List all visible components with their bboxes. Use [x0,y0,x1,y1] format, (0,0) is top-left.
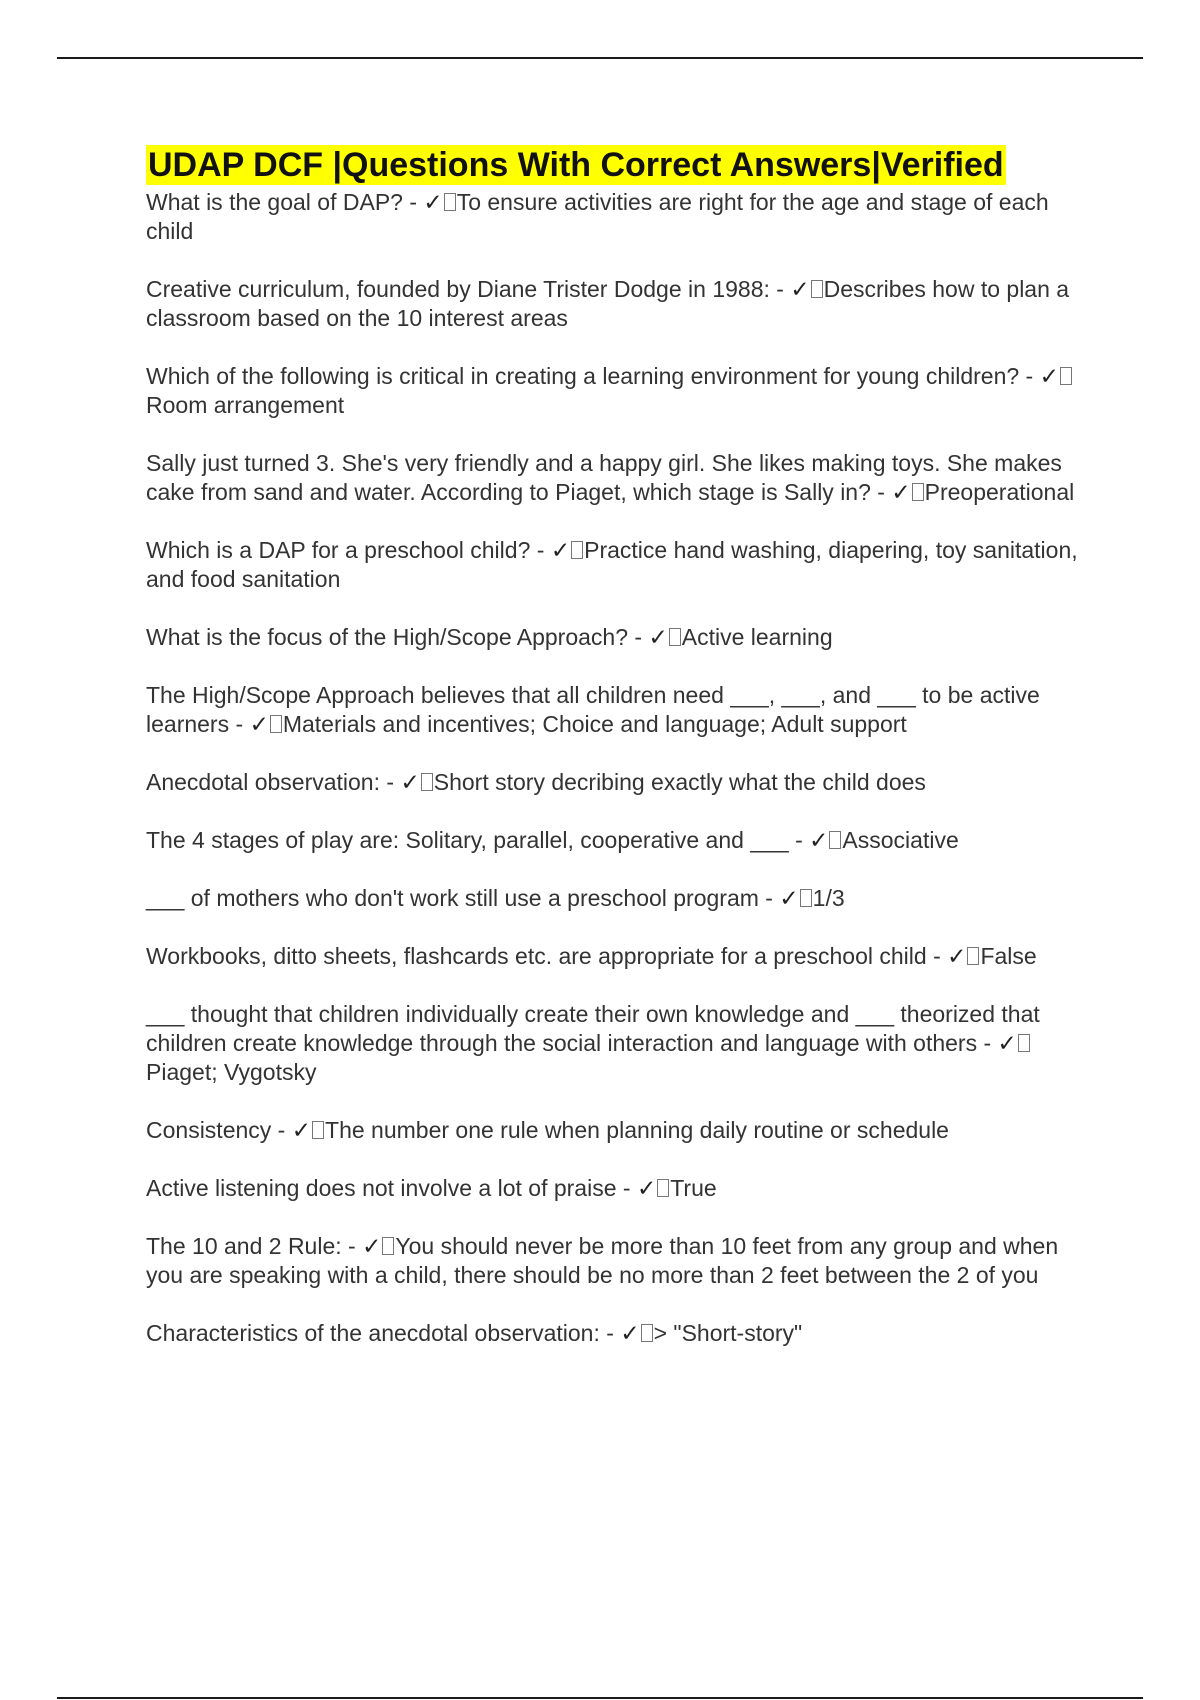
answer-separator: - [229,711,250,737]
qa-item [146,1232,1096,1290]
document-title: UDAP DCF |Questions With Correct Answers|Verified [148,146,1004,184]
check-mark-icon: ✓ [997,1030,1017,1056]
qa-item [146,942,1096,971]
answer-text: You should never be more than 10 feet from any group and when you are speaking with a child, there should be no more than 2 feet between the 2 of you [146,1233,1059,1288]
answer-separator: - [926,943,948,969]
check-mark-icon: ✓ [249,711,269,737]
top-rule [57,57,1143,59]
qa-item [146,884,1096,913]
question-text: The 4 stages of play are: Solitary, parallel, cooperative and ___ [146,827,789,853]
answer-separator: - [616,1175,637,1201]
answer-text: Preoperational [924,479,1075,505]
answer-text: Associative [842,827,959,853]
answer-separator: - [530,537,551,563]
answer-text: Room arrangement [146,392,345,418]
qa-item [146,188,1096,246]
question-text: What is the goal of DAP? [146,189,403,215]
missing-glyph-box-icon [912,483,924,501]
qa-item [146,275,1096,333]
missing-glyph-box-icon [657,1179,669,1197]
qa-item [146,1319,1096,1348]
qa-item [146,1174,1096,1203]
answer-text: Materials and incentives; Choice and language; Adult support [282,711,907,737]
answer-text: Piaget; Vygotsky [146,1059,317,1085]
question-text: ___ thought that children individually create their own knowledge and ___ theorized that children create knowledge through the social interaction and language with others [146,1001,1040,1056]
check-mark-icon: ✓ [423,189,443,215]
question-text: Characteristics of the anecdotal observation: [146,1320,600,1346]
missing-glyph-box-icon [669,628,681,646]
missing-glyph-box-icon [571,541,583,559]
qa-item [146,826,1096,855]
question-text: Active listening does not involve a lot of praise [146,1175,617,1201]
check-mark-icon: ✓ [400,769,420,795]
qa-item [146,536,1096,594]
bottom-rule [57,1697,1143,1699]
answer-text: The number one rule when planning daily routine or schedule [325,1117,949,1143]
question-text: Anecdotal observation: [146,769,380,795]
missing-glyph-box-icon [444,193,456,211]
answer-separator: - [341,1233,363,1259]
question-text: Creative curriculum, founded by Diane Trister Dodge in 1988: [146,276,770,302]
answer-separator: - [788,827,810,853]
check-mark-icon: ✓ [1039,363,1059,389]
qa-item [146,449,1096,507]
missing-glyph-box-icon [1060,367,1072,385]
answer-separator: - [1019,363,1040,389]
answer-separator: - [380,769,401,795]
answer-text: Practice hand washing, diapering, toy sanitation, and food sanitation [146,537,1078,592]
answer-separator: - [271,1117,292,1143]
check-mark-icon: ✓ [790,276,810,302]
missing-glyph-box-icon [1018,1034,1030,1052]
check-mark-icon: ✓ [947,943,967,969]
missing-glyph-box-icon [641,1324,653,1342]
question-text: Workbooks, ditto sheets, flashcards etc. are appropriate for a preschool child [146,943,927,969]
check-mark-icon: ✓ [362,1233,382,1259]
missing-glyph-box-icon [421,773,433,791]
answer-separator: - [599,1320,621,1346]
answer-text: Describes how to plan a classroom based on the 10 interest areas [146,276,1070,331]
answer-separator: - [977,1030,998,1056]
document-body [146,145,1096,1377]
missing-glyph-box-icon [382,1237,394,1255]
check-mark-icon: ✓ [648,624,668,650]
question-text: Consistency [146,1117,272,1143]
question-text: Sally just turned 3. She's very friendly and a happy girl. She likes making toys. She makes cake from sand and water. According to Piaget, which stage is Sally in? [146,450,1062,505]
answer-text: Short story decribing exactly what the child does [433,769,926,795]
answer-separator: - [769,276,791,302]
check-mark-icon: ✓ [891,479,911,505]
question-text: Which of the following is critical in creating a learning environment for young children? [146,363,1020,389]
missing-glyph-box-icon [967,947,979,965]
missing-glyph-box-icon [829,831,841,849]
answer-text: To ensure activities are right for the age and stage of each child [146,189,1049,244]
answer-text: False [980,943,1037,969]
answer-text: Active learning [681,624,833,650]
missing-glyph-box-icon [270,715,282,733]
qa-item [146,1116,1096,1145]
qa-item [146,362,1096,420]
answer-text: True [670,1175,717,1201]
answer-text: 1/3 [812,885,845,911]
qa-list [146,188,1096,1348]
check-mark-icon: ✓ [809,827,829,853]
missing-glyph-box-icon [800,889,812,907]
question-text: ___ of mothers who don't work still use a preschool program [146,885,759,911]
check-mark-icon: ✓ [779,885,799,911]
check-mark-icon: ✓ [636,1175,657,1201]
answer-separator: - [870,479,892,505]
missing-glyph-box-icon [312,1121,324,1139]
check-mark-icon: ✓ [550,537,571,563]
check-mark-icon: ✓ [291,1117,312,1143]
answer-separator: - [628,624,649,650]
qa-item [146,681,1096,739]
question-text: The High/Scope Approach believes that all children need ___, ___, and ___ to be active learners [146,682,1040,737]
check-mark-icon: ✓ [620,1320,640,1346]
qa-item [146,1000,1096,1087]
question-text: The 10 and 2 Rule: [146,1233,342,1259]
answer-text: > "Short-story" [653,1320,803,1346]
question-text: What is the focus of the High/Scope Approach? [146,624,629,650]
qa-item [146,623,1096,652]
answer-separator: - [758,885,780,911]
missing-glyph-box-icon [811,280,823,298]
question-text: Which is a DAP for a preschool child? [146,537,531,563]
qa-item [146,768,1096,797]
answer-separator: - [402,189,424,215]
